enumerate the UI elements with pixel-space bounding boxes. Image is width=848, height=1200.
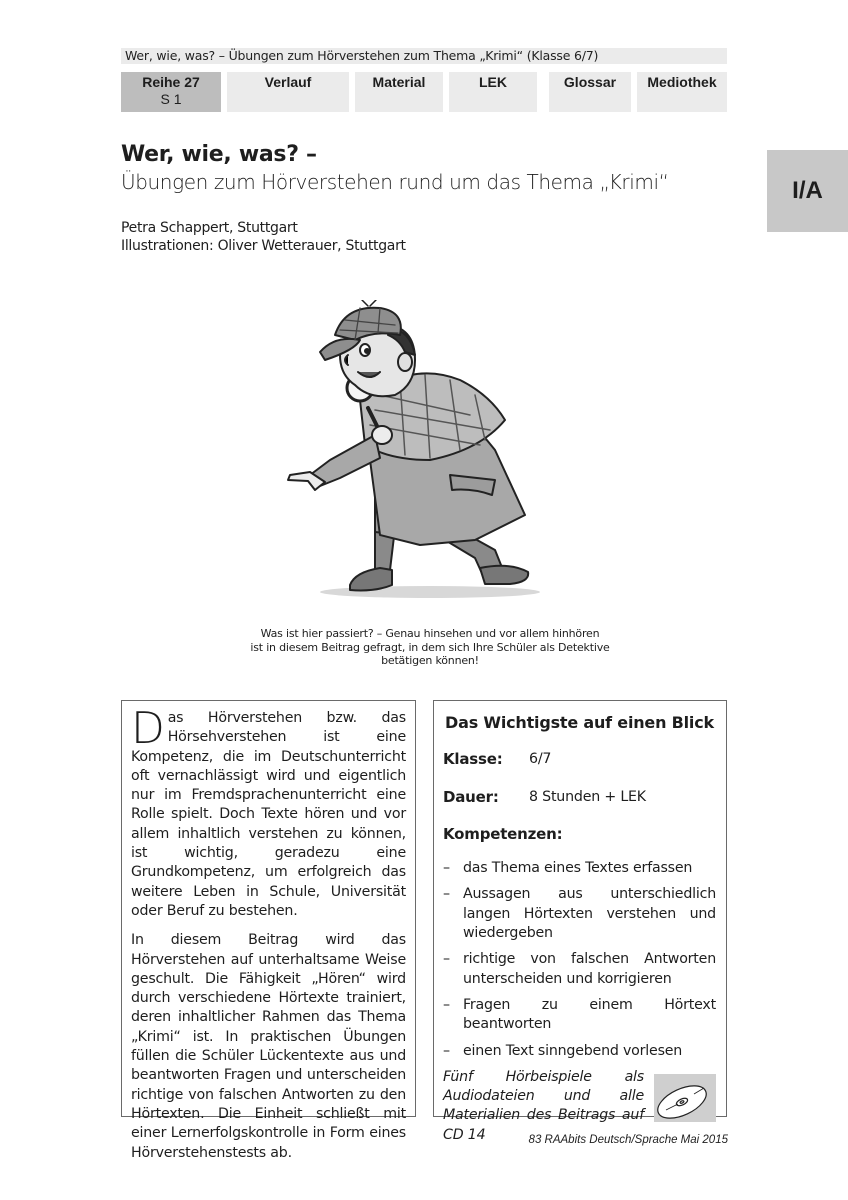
intro-paragraph-2: In diesem Beitrag wird das Hörverstehen auf unterhaltsame Weise geschult. Die Fähigkeit „Hören“ wird durch verschiedene Hörtexte trainiert, deren inhaltlicher Rahmen das Thema „Krimi“ ist. In praktischen Übungen füllen die Schüler Lückentexte aus und beantworten Fragen und unterscheiden richtige von falschen Antworten zu den Hörtexten. Die Einheit schließt mit einer Lernerfolgskontrolle in Form eines Hörverstehenstests ab. — [131, 932, 406, 1161]
intro-paragraph-1-text: as Hörverstehen bzw. das Hörsehverstehen ist eine Kompetenz, die im Deutschunterricht oft vernachlässigt wird und eigentlich nur im Fremdsprachenunterricht eine Rolle spielt. Doch Texte hören und vor allem inhaltlich verstehen zu können, ist wichtig, geradezu eine Grundkompetenz, um erfolgreich das weitere Leben in Schule, Universität oder Beruf zu bestehen. — [131, 710, 406, 919]
klasse-row — [443, 750, 716, 769]
intro-paragraph-1 — [131, 703, 406, 921]
kompetenzen-label: Kompetenzen: — [443, 824, 563, 843]
dash-bullet: – — [443, 951, 450, 968]
list-item — [443, 950, 716, 989]
summary-title: Das Wichtigste auf einen Blick — [445, 713, 714, 732]
tab-reihe[interactable] — [121, 72, 221, 112]
dash-bullet: – — [443, 860, 450, 877]
tab-material-label: Material — [372, 74, 426, 90]
page-title: Wer, wie, was? – — [121, 142, 317, 167]
tab-glossar-label: Glossar — [563, 74, 617, 90]
dauer-value: 8 Stunden + LEK — [529, 788, 646, 805]
running-title: Wer, wie, was? – Übungen zum Hörverstehen zum Thema „Krimi“ (Klasse 6/7) — [121, 48, 727, 64]
list-item-text: Fragen zu einem Hörtext beantworten — [463, 996, 716, 1033]
caption-line-3: betätigen können! — [381, 654, 479, 667]
klasse-value: 6/7 — [529, 751, 552, 768]
tab-lek-label: LEK — [479, 74, 507, 90]
caption-line-1: Was ist hier passiert? – Genau hinsehen und vor allem hinhören — [260, 627, 600, 640]
list-item — [443, 1042, 716, 1061]
list-item — [443, 859, 716, 878]
section-marker: I/A — [767, 150, 848, 232]
tab-mediothek-label: Mediothek — [647, 74, 717, 90]
list-item — [443, 885, 716, 943]
caption-line-2: ist in diesem Beitrag gefragt, in dem sich Ihre Schüler als Detektive — [250, 640, 610, 654]
footer-source: 83 RAAbits Deutsch/Sprache Mai 2015 — [528, 1134, 728, 1146]
tab-verlauf-label: Verlauf — [264, 74, 312, 90]
dropcap: D — [131, 703, 165, 754]
dauer-row — [443, 788, 716, 807]
page-subtitle: Übungen zum Hörverstehen rund um das Thema „Krimi“ — [121, 170, 669, 194]
cd-icon — [654, 1074, 716, 1122]
detective-illustration — [280, 300, 555, 605]
illustrator-name: Illustrationen: Oliver Wetterauer, Stuttgart — [121, 238, 406, 254]
cd-note-text: Fünf Hörbeispiele als Audiodateien und alle Materialien des Beitrags auf CD 14 — [443, 1068, 644, 1143]
klasse-label: Klasse: — [443, 750, 503, 769]
kompetenzen-list — [443, 859, 716, 1061]
list-item — [443, 996, 716, 1035]
tab-reihe-label: Reihe 27 — [142, 74, 200, 90]
dauer-label: Dauer: — [443, 787, 499, 806]
tab-material[interactable] — [355, 72, 443, 112]
author-name: Petra Schappert, Stuttgart — [121, 220, 298, 236]
tab-glossar[interactable] — [549, 72, 631, 112]
list-item-text: einen Text sinngebend vorlesen — [463, 1042, 683, 1059]
dash-bullet: – — [443, 1042, 450, 1059]
tab-verlauf[interactable] — [227, 72, 349, 112]
tab-reihe-page: S 1 — [160, 91, 182, 107]
list-item-text: Aussagen aus unterschiedlich langen Hörtexten verstehen und wiedergeben — [463, 886, 716, 942]
author-credits — [121, 219, 406, 255]
list-item-text: richtige von falschen Antworten unterscheiden und korrigieren — [463, 951, 716, 987]
tab-lek[interactable] — [449, 72, 537, 112]
illustration-caption — [230, 627, 630, 668]
intro-box — [121, 700, 416, 1161]
dash-bullet: – — [443, 996, 450, 1013]
dash-bullet: – — [443, 886, 450, 903]
tab-mediothek[interactable] — [637, 72, 727, 112]
list-item-text: das Thema eines Textes erfassen — [463, 860, 693, 877]
